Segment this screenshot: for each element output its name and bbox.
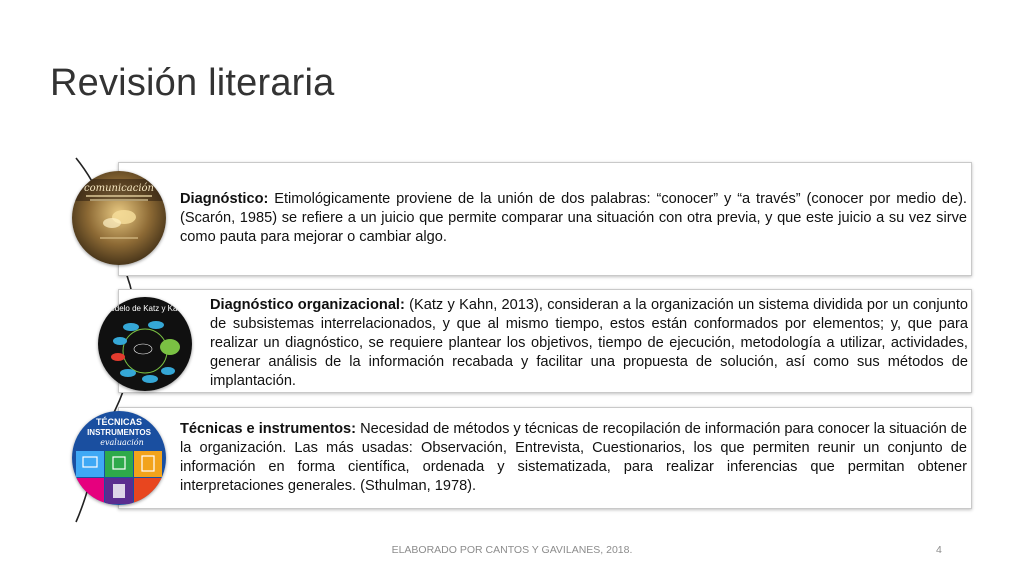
slide-title: Revisión literaria [50,62,335,104]
image-caption: comunicación [83,183,155,194]
item-text-tecnicas-instrumentos [180,420,967,496]
katz-kahn-model-image [98,297,192,391]
image-caption-line2: INSTRUMENTOS [87,428,151,437]
item-term: Diagnóstico organizacional: [210,297,405,313]
image-caption-line3: evaluación [100,438,144,447]
item-description: Necesidad de métodos y técnicas de recopilación de información para conocer la situación de la organización. Las más usadas: Observación, Entrevista, Cuestionarios, los que permiten reunir un conjunto de información en forma científica, ordenada y sistematizada, para realizar inferencias que permitan obtener interpretaciones generales. (Sthulman, 1978). [180,421,967,494]
item-term: Diagnóstico: [180,191,269,207]
item-description: (Katz y Kahn, 2013), consideran a la organización un sistema dividida por un conjunto de subsistemas interrelacionados, y que al mismo tiempo, estos están conformados por elementos; y, que para realizar un diagnóstico, se requiere plantear los objetivos, tiempo de ejecución, metodología a utilizar, actividades, generar análisis de la información recabada y facilitar una propuesta de solución, así como sus métodos de implantación. [210,297,969,389]
page-number: 4 [936,544,942,556]
item-description: Etimológicamente proviene de la unión de dos palabras: “conocer” y “a través” (conocer por medio de). (Scarón, 1985) se refiere a un juicio que permite comparar una situación con otra previa, y que este juicio a su vez sirve como pauta para mejorar o cambiar algo. [180,191,967,245]
item-text-diagnostico [180,190,967,247]
footer-credit: ELABORADO POR CANTOS Y GAVILANES, 2018. [391,544,633,556]
item-text-diagnostico-organizacional [210,296,968,391]
item-card-diagnostico-organizacional [118,289,972,393]
tecnicas-instrumentos-image [72,411,166,505]
comunicacion-book-image [72,171,166,265]
image-caption: Modelo de Katz y Kahn [103,304,187,313]
image-caption-line1: TÉCNICAS [95,417,143,427]
item-term: Técnicas e instrumentos: [180,421,357,437]
item-card-diagnostico [118,162,972,276]
item-card-tecnicas-instrumentos [118,407,972,509]
